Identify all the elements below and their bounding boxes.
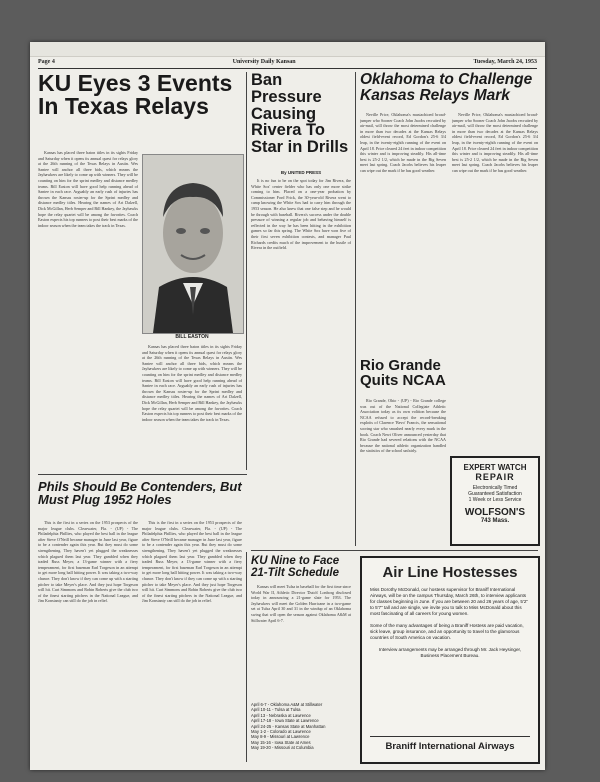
story1-body-cont: Kansas has placed three baton titles in its sights Friday and Saturday when it opens its annual quest for relays glory at the 26th running of the Texas Relays in Austin. Wes Santee will anchor all three bids, which means the Jayhawkers are likely to come up with winners. They will be counting on him for the sprint medley and distance medley teams. Bill Easton will have good help running ahead of Santee in each race. Arguably an early rush of injuries has thrown the Kansas roster-up for the Sprint medley and distance medley titles. Hearing the names of Art Dalzell, Dick McGillan, Herb Semper and Bill Hankey, the Jayhawks hope the relay quartet will be among the favorites. Coach Easton expects his top runners to post their best marks of the indoor season when the team takes the track in Texas. — [142, 344, 242, 422]
schedule-row: April 24-25 - Kansas State at Manhattan — [251, 723, 326, 729]
schedule-row: April 13 - Nebraska at Lawrence — [251, 712, 311, 718]
schedule-row: May 15-16 - Iowa State at Ames — [251, 739, 311, 745]
folio-page: Page 4 — [38, 59, 55, 65]
schedule-row: May 19-20 - Missouri at Columbia — [251, 745, 314, 751]
section-rule — [38, 474, 247, 475]
ad2-headline: Air Line Hostesses — [382, 564, 518, 581]
story3-body-cont: Neville Price, Oklahoma's mustachioed broad-jumper who Sooner Coach John Jacobs recruited by air-mail, will throw the most determined challenge in more than two decades at the Kansas Relays oldest field-event record, Ed Gordon's 25-6 3/4 leap, in the twenty-eighth running of the event on April 18. Price cleared 24 feet in indoor competition this winter and is improving steadily. His all-time best is 25-2 1/2, which he made in the Big Seven meet last spring. Coach Jacobs believes his leaper can wipe out the mark if he has good weather. — [452, 112, 538, 173]
story1-headline: KU Eyes 3 Events In Texas Relays — [38, 70, 233, 120]
ad1-line2: REPAIR — [475, 472, 515, 482]
story3-body: Neville Price, Oklahoma's mustachioed broad-jumper who Sooner Coach John Jacobs recruited by air-mail, will throw the most determined challenge in more than two decades at the Kansas Relays oldest field-event record, Ed Gordon's 25-6 3/4 leap, in the twenty-eighth running of the event on April 18. Price cleared 24 feet in indoor competition this winter and is improving steadily. His all-time best is 25-2 1/2, which he made in the Big Seven meet last spring. Coach Jacobs believes his leaper can wipe out the mark if he has good weather. — [360, 112, 446, 173]
story1-body: Kansas has placed three baton titles in its sights Friday and Saturday when it opens its annual quest for relays glory at the 26th running of the Texas Relays in Austin. Wes Santee will anchor all three bids, which means the Jayhawkers are likely to come up with winners. They will be counting on him for the sprint medley and distance medley teams. Bill Easton will have good help running ahead of Santee in each race. Arguably an early rush of injuries has thrown the Kansas roster-up for the Sprint medley and distance medley titles. Hearing the names of Art Dalzell, Dick McGillan, Herb Semper and Bill Hankey, the Jayhawks hope the relay quartet will be among the favorites. Coach Easton expects his top runners to post their best marks of the indoor season when the team takes the track in Texas. — [38, 150, 138, 228]
photo-caption: BILL EASTON — [175, 334, 209, 340]
watch-repair-ad — [450, 456, 540, 546]
story2-byline: By UNITED PRESS — [280, 170, 322, 175]
story5-body-col2 — [142, 520, 242, 762]
page-top-strip — [30, 42, 545, 57]
ad2-brand: Braniff International Airways — [370, 736, 530, 752]
baseball-schedule — [251, 702, 351, 751]
ad1-line4: Guaranteed Satisfaction — [468, 491, 522, 497]
story6-body-wrap — [251, 584, 351, 702]
ad1-line3: Electronically Timed — [472, 485, 518, 491]
folio-line — [38, 56, 537, 69]
folio-date: Tuesday, March 24, 1953 — [473, 59, 537, 65]
story1-body-col1 — [38, 150, 138, 470]
section-rule — [251, 550, 538, 551]
schedule-row: April 17-18 - Iowa State at Lawrence — [251, 718, 319, 724]
story3-body-col2 — [452, 112, 538, 452]
story2-body: It is no fun to be on the spot today for Jim Rivera, the White Sox' center fielder who has only one more strike coming to him. Placed on a one-year probation by Commissioner Ford Frick, the 30-year-old Rivera went to camp knowing the White Sox had to carry him through the 1953 season. He also knew that one false step and he would be through with baseball. Rivera's success under the double pressure of winning a regular job and behaving himself is reflected in the way he has been hitting in the exhibition games so far this spring. The White Sox have won five of their first seven exhibition contests, and manager Paul Richards credits much of the improvement to the hustle of Rivera in the outfield. — [251, 178, 351, 251]
ad2-para3: Interview arrangements may be arranged through Mr. Jack Heysinger, Business Placement Bureau. — [378, 647, 522, 658]
ad1-shop: WOLFSON'S — [464, 507, 526, 518]
story6-body: Kansas will meet Tulsa in baseball for the first time since World War II, Athletic Director 'Dutch' Lonborg disclosed today in announcing a 21-game slate for 1953. The Jayhawkers will meet the Golden Hurricane in a two-game set at Tulsa April 30 and 31 in the windup of an Oklahoma swing that will open the season against Oklahoma A&M at Stillwater April 6-7. — [251, 584, 351, 623]
story5-headline: Phils Should Be Contenders, But Must Plug 1952 Holes — [38, 479, 242, 508]
story2-headline: Ban Pressure Causing Rivera To Star in Drills — [251, 71, 349, 157]
ad2-para2: Some of the many advantages of being a Braniff Hostess are paid vacation, sick leave, group insurance, and an opportunity to travel to the glamorous countries of South America on vacation. — [370, 623, 524, 640]
portrait-icon — [143, 155, 243, 333]
newspaper-page — [30, 42, 545, 770]
folio-paper: University Daily Kansan — [232, 59, 296, 65]
story5-body-cont: This is the first in a series on the 1953 prospects of the major league clubs. Clearwater, Fla. - (UP) - The Philadelphia Phillies, who played the best ball in the league after Steve O'Neill became manager in June last year, figure to be a contender again this year. But they must do some strengthening. They haven't yet plugged the weaknesses which plagued them last year. They gambled when they traded Russ Meyer, a 13-game winner with a fiery temperament, for first baseman Earl Torgeson in an attempt to get more long ball hitting power. It was taking a two-way chance. They don't know if they can come up with a starting pitcher to take Meyer's place. And they just hope Torgeson will hit. Curt Simmons and Robin Roberts give the club two of the finest starting pitchers in the National League, and Jim Konstanty can still do the job in relief. — [142, 520, 242, 604]
story6-headline: KU Nine to Face 21-Tilt Schedule — [251, 555, 340, 579]
ad1-line1: EXPERT WATCH — [463, 463, 527, 472]
story5-body: This is the first in a series on the 1953 prospects of the major league clubs. Clearwater, Fla. - (UP) - The Philadelphia Phillies, who played the best ball in the league after Steve O'Neill became manager in June last year, figure to be a contender again this year. But they must do some strengthening. They haven't yet plugged the weaknesses which plagued them last year. They gambled when they traded Russ Meyer, a 13-game winner with a fiery temperament, for first baseman Earl Torgeson in an attempt to get more long ball hitting power. It was taking a two-way chance. They don't know if they can come up with a starting pitcher to take Meyer's place. And they just hope Torgeson will hit. Curt Simmons and Robin Roberts give the club two of the finest starting pitchers in the National League, and Jim Konstanty can still do the job in relief. — [38, 520, 138, 604]
ad1-line5: 1 Week or Less Service — [468, 497, 522, 503]
schedule-row: April 10-11 - Tulsa at Tulsa — [251, 707, 301, 713]
story4-headline: Rio Grande Quits NCAA — [360, 357, 446, 390]
easton-photo — [142, 154, 244, 334]
schedule-row: April 6-7 - Oklahoma A&M at Stillwater — [251, 702, 323, 707]
braniff-hostess-ad — [360, 556, 540, 764]
story5-body-col1 — [38, 520, 138, 762]
ad2-para1: Miss Dorothy McDonald, our hostess supervisor for Braniff International Airways, will be on the campus Thursday, March 26th, to interview applicants for classes beginning in June. If you are between 20 and 26 years of age, 5'2" to 5'7" tall and are single, we invite you to talk to Miss McDonald about this most fascinating of all careers for young women. — [370, 587, 529, 616]
column-rule — [355, 72, 356, 546]
story1-body-col2 — [142, 344, 242, 470]
story3-body-col1 — [360, 112, 446, 352]
schedule-row: May 8-9 - Missouri at Lawrence — [251, 734, 310, 740]
column-rule — [246, 72, 247, 470]
story3-headline: Oklahoma to Challenge Kansas Relays Mark — [360, 71, 533, 104]
story4-body: Rio Grande, Ohio - (UP) - Rio Grande college was out of the National Collegiate Athletic Association today as its own volition because the NCAA refused to accept the record-breaking exploits of Clarence 'Bevo' Francis, the sensational scoring star who smashed nearly every mark in the book. Coach Newt Oliver announced yesterday that Rio Grande had severed relations with the NCAA because the national athletic organization handled the statistics of the school unfairly. — [360, 398, 446, 454]
story2-body-wrap — [251, 178, 351, 546]
ad1-address: 743 Mass. — [480, 518, 510, 524]
column-rule — [246, 552, 247, 762]
schedule-row: May 1-2 - Colorado at Lawrence — [251, 729, 311, 735]
story4-body-wrap — [360, 398, 446, 548]
